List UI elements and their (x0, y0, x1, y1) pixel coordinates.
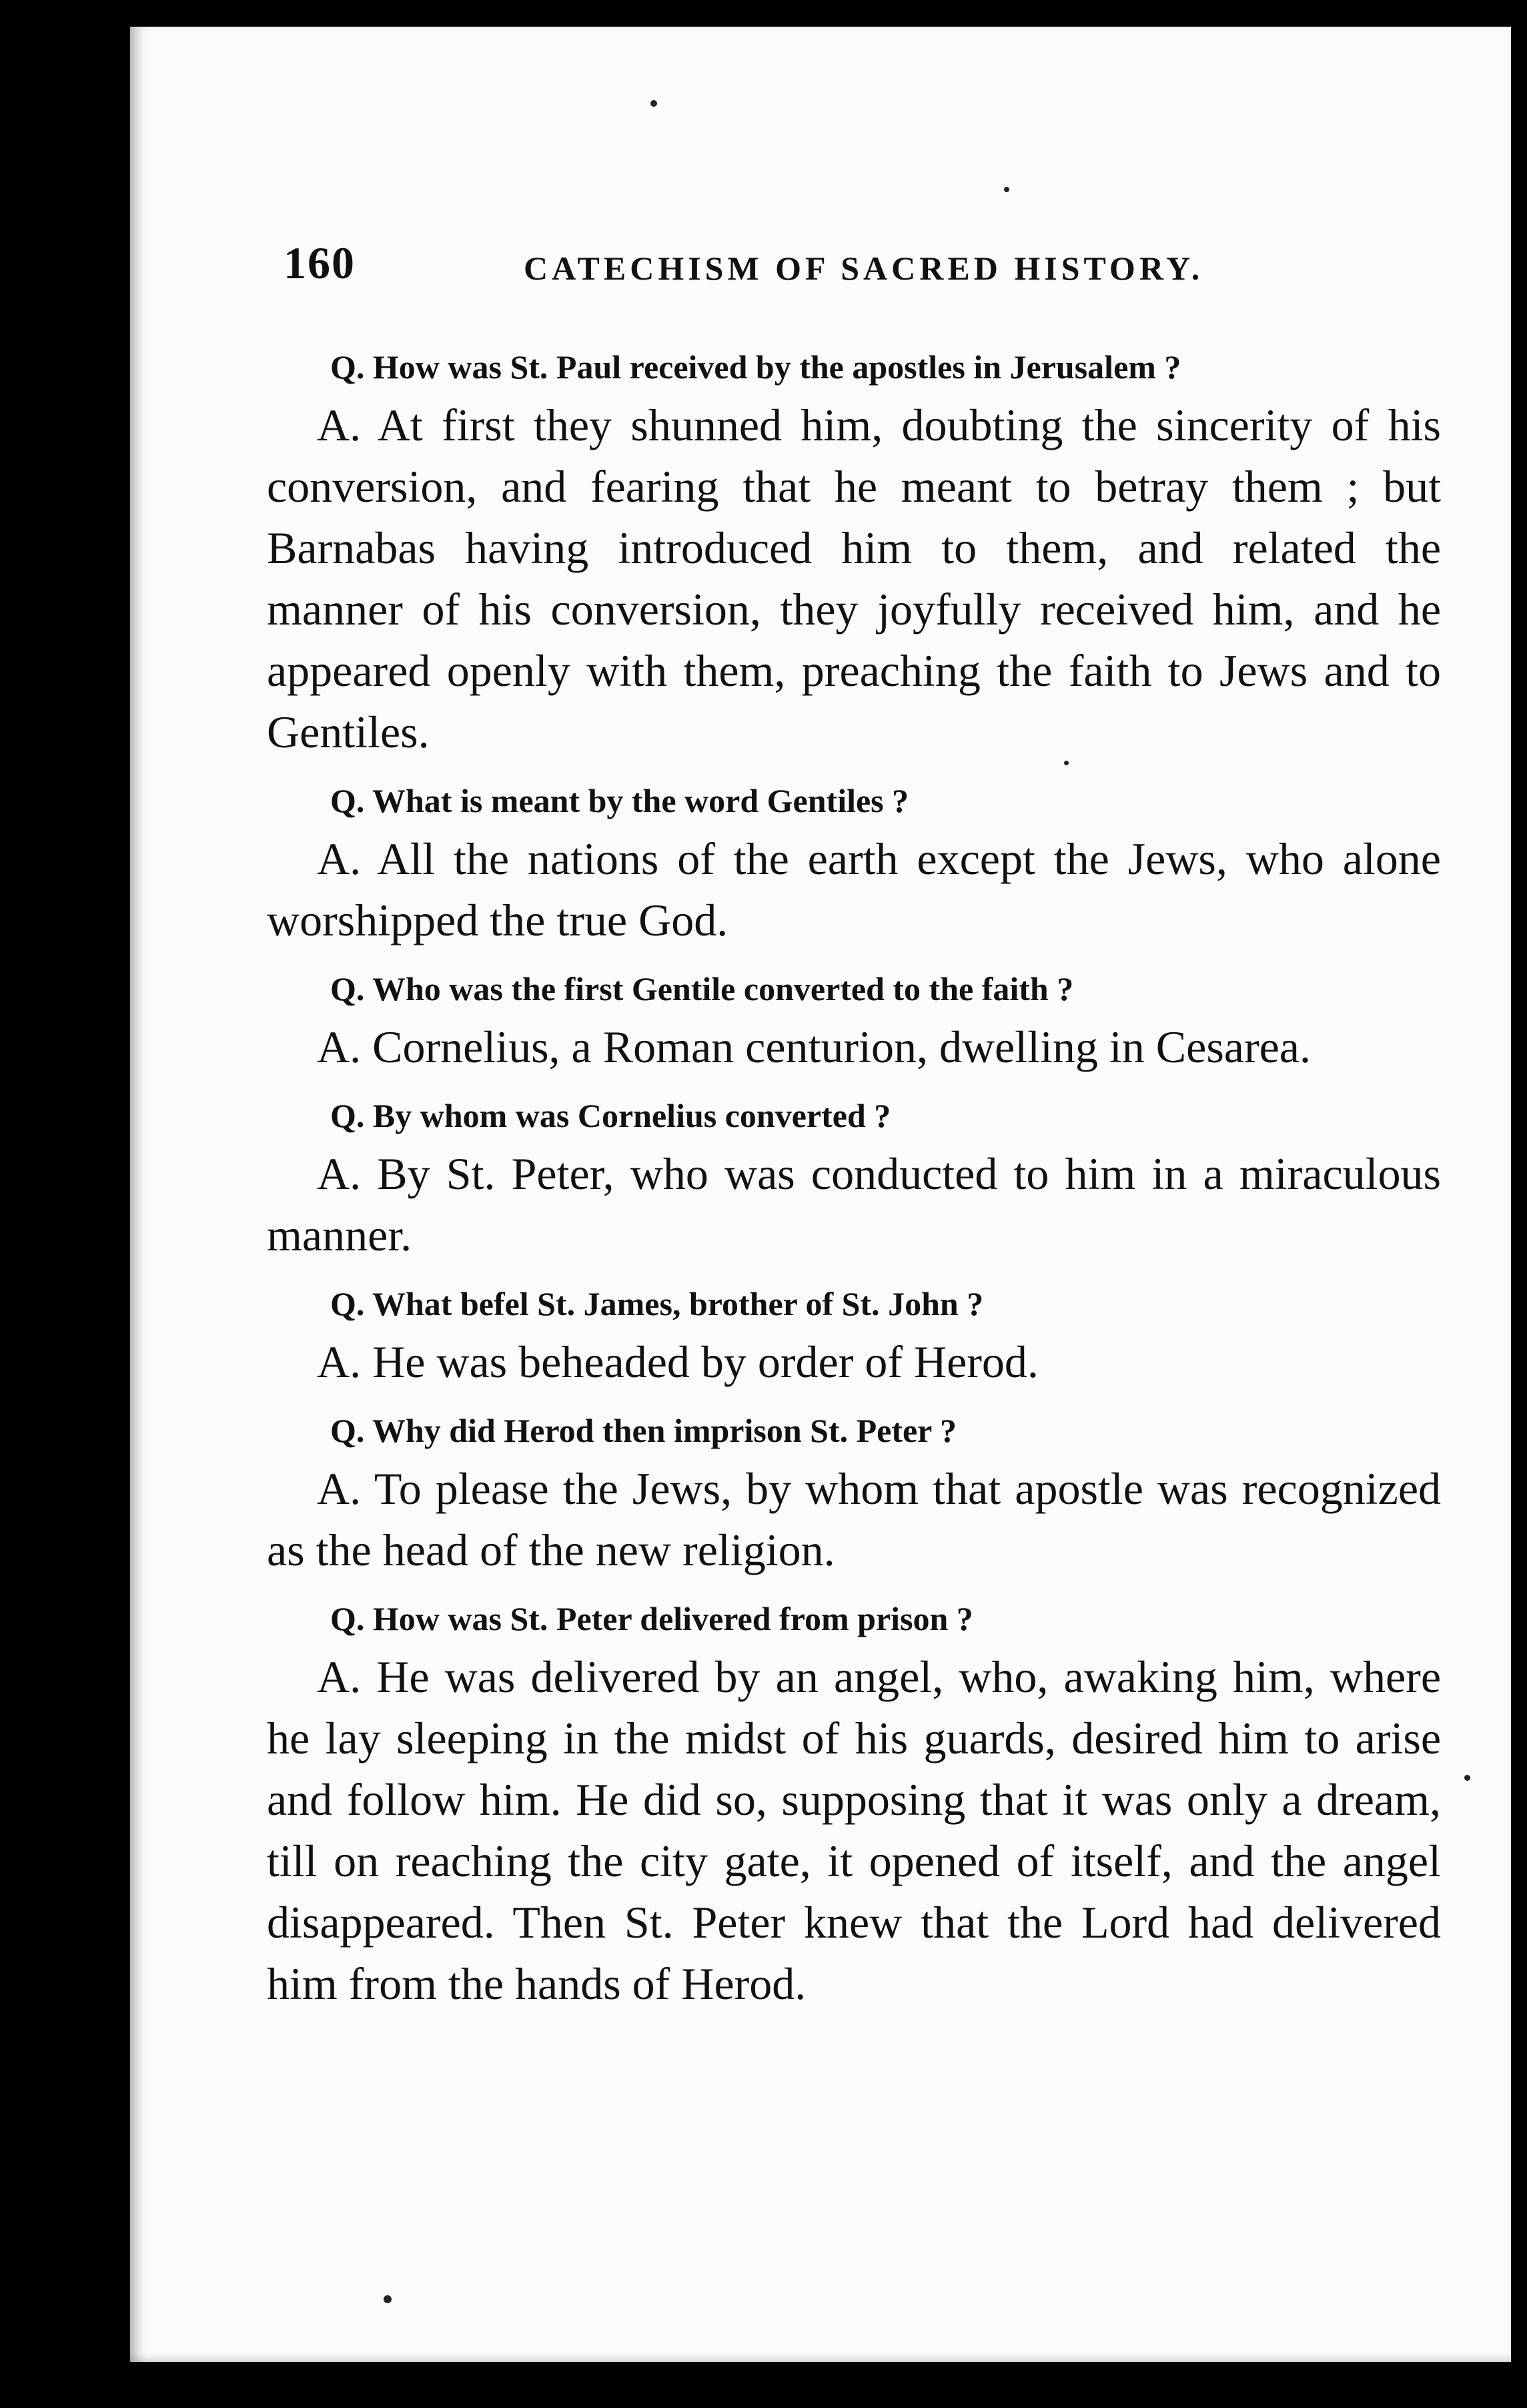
question: Q. Why did Herod then imprison St. Peter ? (330, 1412, 957, 1449)
question: Q. What befel St. James, brother of St. John ? (330, 1285, 984, 1322)
qa-item (267, 1595, 1441, 2014)
qa-item (267, 1092, 1441, 1266)
answer: A. To please the Jews, by whom that apostle was recognized as the head of the new religion. (267, 1463, 1441, 1575)
answer: A. He was delivered by an angel, who, awaking him, where he lay sleeping in the midst of his guards, desired him to arise and follow him. He did so, supposing that it was only a dream, till on reaching the city gate, it opened of itself, and the angel disappeared. Then St. Peter knew that the Lord had delivered him from the hands of Herod. (267, 1651, 1441, 2009)
answer: A. Cornelius, a Roman centurion, dwelling in Cesarea. (317, 1022, 1311, 1072)
question: Q. By whom was Cornelius converted ? (330, 1097, 891, 1134)
ink-speck (1464, 1775, 1470, 1781)
qa-item (267, 1407, 1441, 1581)
answer: A. By St. Peter, who was conducted to him in a miraculous manner. (267, 1148, 1441, 1260)
qa-item (267, 344, 1441, 763)
ink-speck (650, 100, 657, 107)
answer: A. At first they shunned him, doubting the sincerity of his conversion, and fearing that he meant to betray them ; but Barnabas having introduced him to them, and related the manner of his conversion, they joyfully received him, and he appeared openly with them, preaching the faith to Jews and to Gentiles. (267, 400, 1441, 757)
catechism-text (267, 344, 1441, 2029)
answer: A. All the nations of the earth except the Jews, who alone worshipped the true God. (267, 833, 1441, 945)
question: Q. What is meant by the word Gentiles ? (330, 782, 909, 819)
question: Q. Who was the first Gentile converted to the faith ? (330, 970, 1074, 1008)
ink-speck (1004, 187, 1009, 192)
page-number: 160 (284, 238, 356, 288)
question: Q. How was St. Paul received by the apostles in Jerusalem ? (330, 348, 1181, 386)
answer: A. He was beheaded by order of Herod. (317, 1336, 1039, 1387)
question: Q. How was St. Peter delivered from prison ? (330, 1600, 973, 1637)
qa-item (267, 777, 1441, 951)
page-header (284, 237, 1451, 304)
qa-item (267, 1280, 1441, 1392)
running-title: CATECHISM OF SACRED HISTORY. (524, 250, 1204, 287)
ink-speck (384, 2295, 392, 2303)
qa-item (267, 965, 1441, 1078)
